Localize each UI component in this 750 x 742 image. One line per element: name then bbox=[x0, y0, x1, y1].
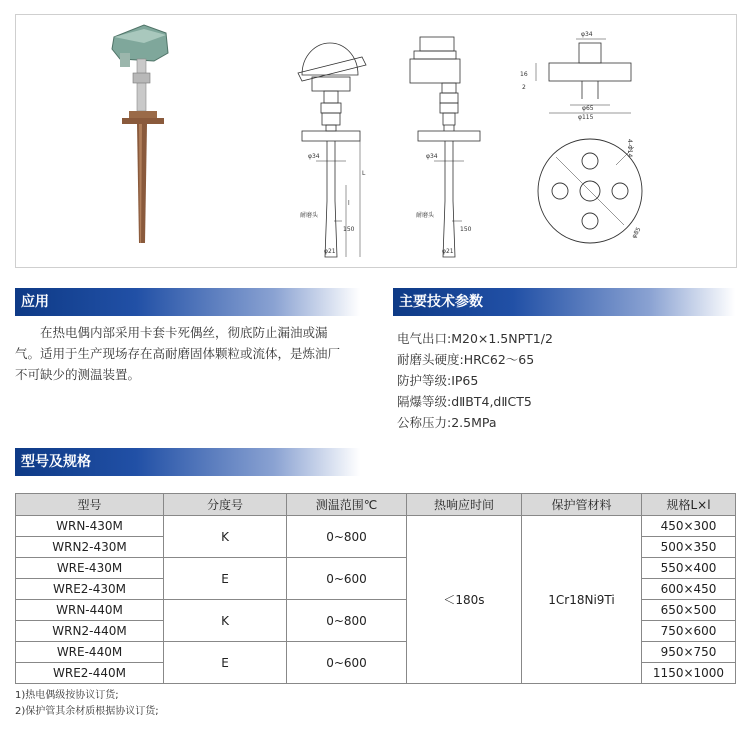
application-line-3: 不可缺少的测温装置。 bbox=[15, 367, 141, 382]
dim-d21-b: φ21 bbox=[442, 248, 454, 255]
graduation-cell: E bbox=[164, 642, 287, 684]
size-cell: 950×750 bbox=[642, 642, 736, 663]
dim-150-b: 150 bbox=[460, 226, 472, 233]
flange-d34: φ34 bbox=[581, 31, 593, 38]
model-cell: WRN-440M bbox=[16, 600, 164, 621]
dim-l1-a: l bbox=[348, 200, 350, 207]
application-header bbox=[15, 288, 360, 316]
dim-l-a: L bbox=[362, 170, 366, 177]
header-range: 测温范围℃ bbox=[287, 494, 407, 516]
model-cell: WRN2-440M bbox=[16, 621, 164, 642]
footnotes bbox=[15, 688, 415, 720]
size-cell: 750×600 bbox=[642, 621, 736, 642]
spec-explosion-proof: 隔爆等级:dⅡBT4,dⅡCT5 bbox=[397, 394, 532, 409]
graduation-cell: E bbox=[164, 558, 287, 600]
specs-header bbox=[393, 288, 735, 316]
spec-hardness: 耐磨头硬度:HRC62～65 bbox=[397, 352, 535, 367]
flange-16: 16 bbox=[520, 71, 528, 78]
material-cell: 1Cr18Ni9Ti bbox=[522, 516, 642, 684]
range-cell: 0~800 bbox=[287, 516, 407, 558]
model-cell: WRN-430M bbox=[16, 516, 164, 537]
side-view-a bbox=[298, 43, 366, 257]
model-cell: WRN2-430M bbox=[16, 537, 164, 558]
footnote-1: 1)热电偶级按协议订货; bbox=[15, 690, 119, 701]
dim-d34-b: φ34 bbox=[426, 153, 438, 160]
size-cell: 600×450 bbox=[642, 579, 736, 600]
size-cell: 500×350 bbox=[642, 537, 736, 558]
flange-side-view bbox=[536, 39, 631, 113]
header-model: 型号 bbox=[16, 494, 164, 516]
header-graduation: 分度号 bbox=[164, 494, 287, 516]
range-cell: 0~800 bbox=[287, 600, 407, 642]
model-cell: WRE2-440M bbox=[16, 663, 164, 684]
spec-protection: 防护等级:IP65 bbox=[397, 373, 479, 388]
models-title: 型号及规格 bbox=[21, 454, 91, 470]
model-cell: WRE-440M bbox=[16, 642, 164, 663]
flange-d65: φ65 bbox=[582, 105, 594, 112]
graduation-cell: K bbox=[164, 516, 287, 558]
header-size: 规格L×l bbox=[642, 494, 736, 516]
application-line-2: 气。适用于生产现场存在高耐磨固体颗粒或流体，是炼油厂 bbox=[15, 346, 341, 361]
range-cell: 0~600 bbox=[287, 558, 407, 600]
spec-pressure: 公称压力:2.5MPa bbox=[397, 415, 497, 430]
footnote-2: 2)保护管其余材质根据协议订货; bbox=[15, 706, 159, 717]
flange-pcd: φ85 bbox=[630, 226, 643, 240]
size-cell: 650×500 bbox=[642, 600, 736, 621]
header-response-time: 热响应时间 bbox=[407, 494, 522, 516]
dim-d21-a: φ21 bbox=[324, 248, 336, 255]
wear-head-label-a: 耐磨头 bbox=[300, 212, 319, 219]
models-table bbox=[15, 493, 736, 684]
side-view-b bbox=[410, 37, 480, 257]
specs-title: 主要技术参数 bbox=[399, 294, 483, 310]
application-text bbox=[15, 322, 365, 385]
flange-holes: 4-Φ14 bbox=[626, 139, 633, 158]
dim-150-a: 150 bbox=[343, 226, 355, 233]
technical-drawing bbox=[16, 15, 736, 267]
size-cell: 450×300 bbox=[642, 516, 736, 537]
drawing-panel bbox=[15, 14, 737, 268]
graduation-cell: K bbox=[164, 600, 287, 642]
flange-d115: φ115 bbox=[578, 114, 594, 121]
specs-list bbox=[397, 328, 727, 433]
application-line-1: 在热电偶内部采用卡套卡死偶丝，彻底防止漏油或漏 bbox=[40, 325, 328, 340]
range-cell: 0~600 bbox=[287, 642, 407, 684]
product-photo bbox=[112, 25, 168, 243]
size-cell: 1150×1000 bbox=[642, 663, 736, 684]
table-header-row bbox=[16, 494, 736, 516]
response-time-cell: ＜180s bbox=[407, 516, 522, 684]
wear-head-label-b: 耐磨头 bbox=[416, 212, 435, 219]
application-title: 应用 bbox=[21, 294, 49, 310]
model-cell: WRE2-430M bbox=[16, 579, 164, 600]
models-header bbox=[15, 448, 360, 476]
table-row bbox=[16, 516, 736, 537]
dim-d34-a: φ34 bbox=[308, 153, 320, 160]
flange-2: 2 bbox=[522, 84, 526, 91]
header-material: 保护管材料 bbox=[522, 494, 642, 516]
size-cell: 550×400 bbox=[642, 558, 736, 579]
model-cell: WRE-430M bbox=[16, 558, 164, 579]
spec-electrical-outlet: 电气出口:M20×1.5NPT1/2 bbox=[397, 331, 553, 346]
